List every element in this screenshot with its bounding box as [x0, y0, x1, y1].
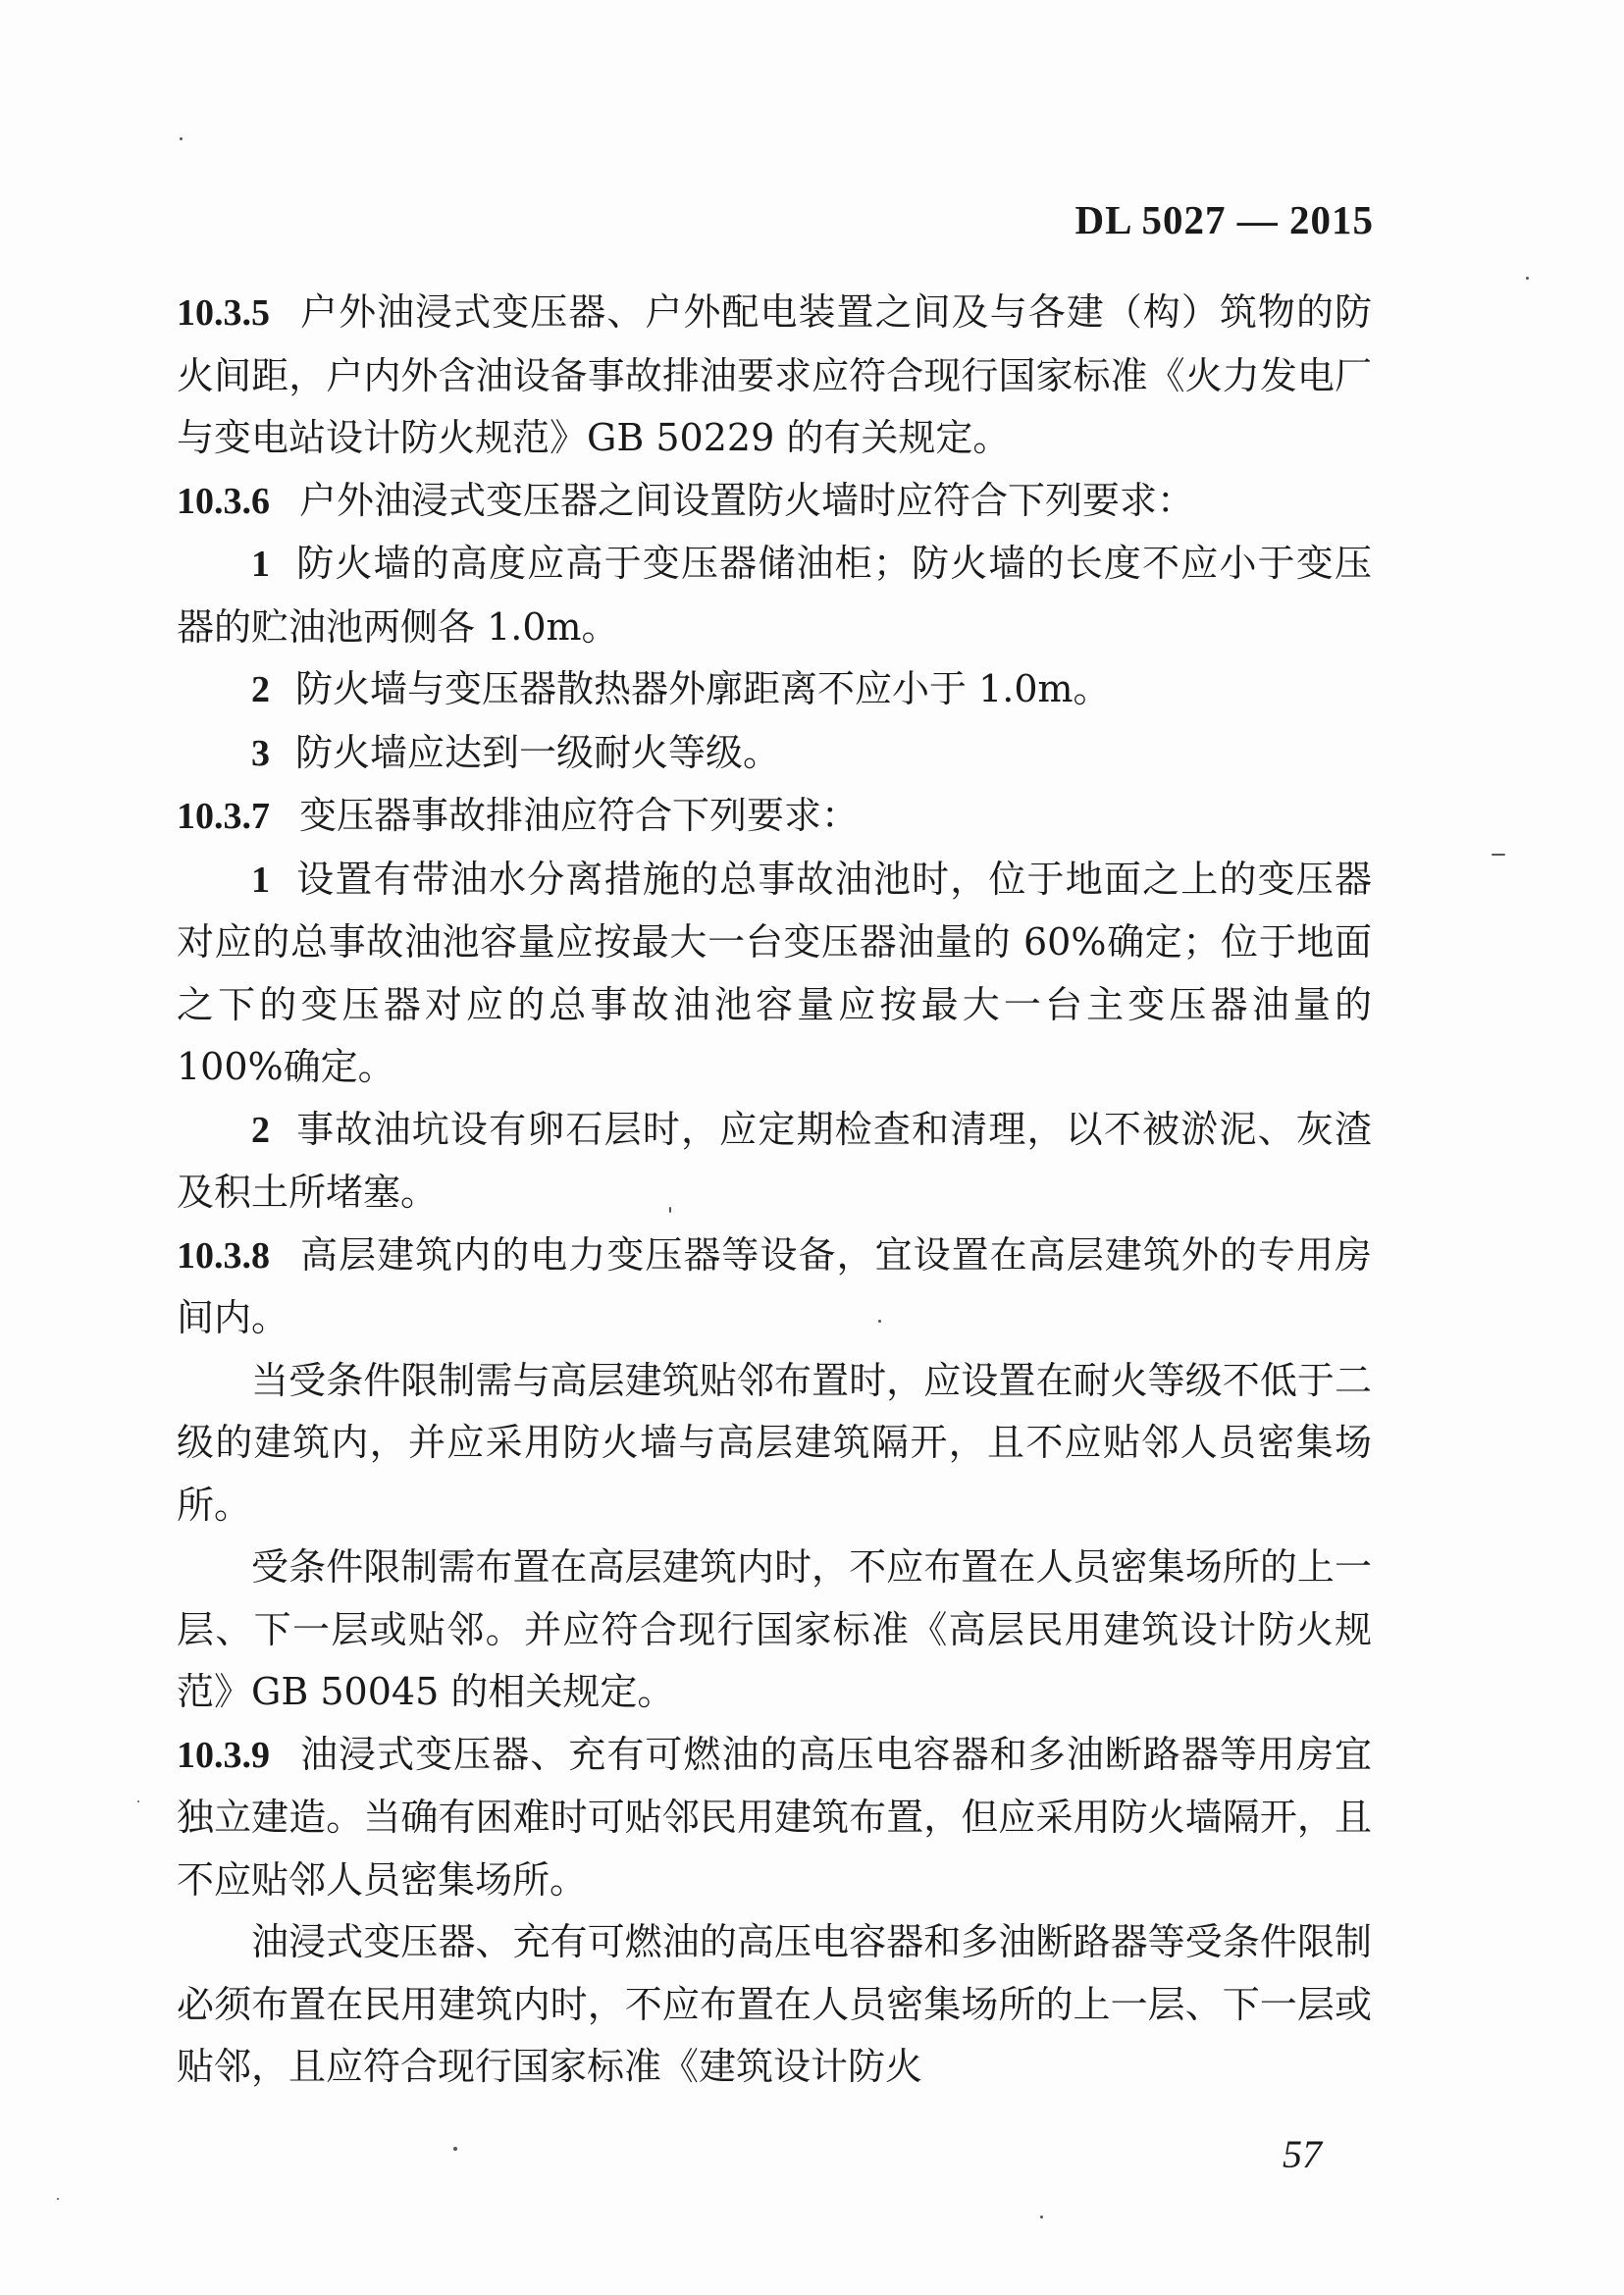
scan-speck	[57, 2198, 59, 2200]
scan-speck	[180, 137, 183, 140]
item-text: 防火墙与变压器散热器外廓距离不应小于 1.0m。	[295, 667, 1111, 710]
clause-number: 10.3.7	[177, 796, 270, 837]
clause-10-3-8-paragraph-2: 受条件限制需布置在高层建筑内时，不应布置在人员密集场所的上一层、下一层或贴邻。并应符合现行国家标准《高层民用建筑设计防火规范》GB 50045 的相关规定。	[177, 1545, 1372, 1713]
scan-speck	[878, 1320, 881, 1323]
clause-10-3-7-item-2	[177, 1099, 1372, 1225]
clause-number: 10.3.9	[177, 1734, 270, 1776]
scan-speck	[669, 1207, 671, 1213]
clause-text: 高层建筑内的电力变压器等设备，宜设置在高层建筑外的专用房间内。	[177, 1232, 1372, 1339]
item-number: 2	[251, 1109, 270, 1151]
clause-10-3-6-item-3	[177, 722, 1372, 786]
clause-10-3-6-item-1	[177, 533, 1372, 658]
scan-speck	[453, 2147, 457, 2151]
clause-10-3-6-item-2	[177, 658, 1372, 722]
clause-10-3-8	[177, 1225, 1372, 1350]
clause-10-3-9-paragraph-1: 油浸式变压器、充有可燃油的高压电容器和多油断路器等受条件限制必须布置在民用建筑内时，不应布置在人员密集场所的上一层、下一层或贴邻，且应符合现行国家标准《建筑设计防火	[177, 1920, 1372, 2088]
item-number: 3	[251, 732, 270, 774]
item-number: 2	[251, 669, 270, 710]
document-body	[177, 282, 1372, 2099]
scan-speck	[1526, 277, 1529, 280]
scan-speck	[1040, 2216, 1043, 2218]
item-text: 防火墙应达到一级耐火等级。	[295, 730, 781, 774]
scan-speck	[137, 1800, 139, 1802]
clause-10-3-7-item-1	[177, 849, 1372, 1099]
clause-10-3-7	[177, 785, 1372, 849]
clause-text: 户外油浸式变压器、户外配电装置之间及与各建（构）筑物的防火间距，户内外含油设备事故排油要求应符合现行国家标准《火力发电厂与变电站设计防火规范》GB 50229 的有关规定。	[177, 290, 1372, 459]
clause-number: 10.3.8	[177, 1234, 270, 1277]
standard-code-header: DL 5027 — 2015	[1074, 197, 1374, 242]
clause-text: 油浸式变压器、充有可燃油的高压电容器和多油断路器等用房宜独立建造。当确有困难时可贴邻民用建筑布置，但应采用防火墙隔开，且不应贴邻人员密集场所。	[177, 1732, 1372, 1902]
item-text: 设置有带油水分离措施的总事故油池时，位于地面之上的变压器对应的总事故油池容量应按最大一台变压器油量的 60%确定；位于地面之下的变压器对应的总事故油池容量应按最大一台主变压器油量的 100%确定。	[177, 857, 1372, 1088]
item-text: 防火墙的高度应高于变压器储油柜；防火墙的长度不应小于变压器的贮油池两侧各 1.0m。	[177, 542, 1372, 649]
item-text: 事故油坑设有卵石层时，应定期检查和清理，以不被淤泥、灰渣及积土所堵塞。	[177, 1107, 1372, 1214]
clause-number: 10.3.5	[177, 292, 270, 334]
clause-10-3-9	[177, 1724, 1372, 1912]
clause-text: 户外油浸式变压器之间设置防火墙时应符合下列要求：	[299, 478, 1195, 522]
page-number: 57	[1283, 2132, 1322, 2176]
item-number: 1	[251, 859, 270, 901]
clause-number: 10.3.6	[177, 480, 270, 522]
item-number: 1	[251, 544, 270, 585]
clause-10-3-6	[177, 470, 1372, 534]
clause-10-3-5	[177, 282, 1372, 470]
clause-10-3-8-paragraph-1: 当受条件限制需与高层建筑贴邻布置时，应设置在耐火等级不低于二级的建筑内，并应采用防火墙与高层建筑隔开，且不应贴邻人员密集场所。	[177, 1358, 1372, 1527]
scan-speck	[1492, 854, 1505, 856]
clause-text: 变压器事故排油应符合下列要求：	[299, 794, 860, 837]
